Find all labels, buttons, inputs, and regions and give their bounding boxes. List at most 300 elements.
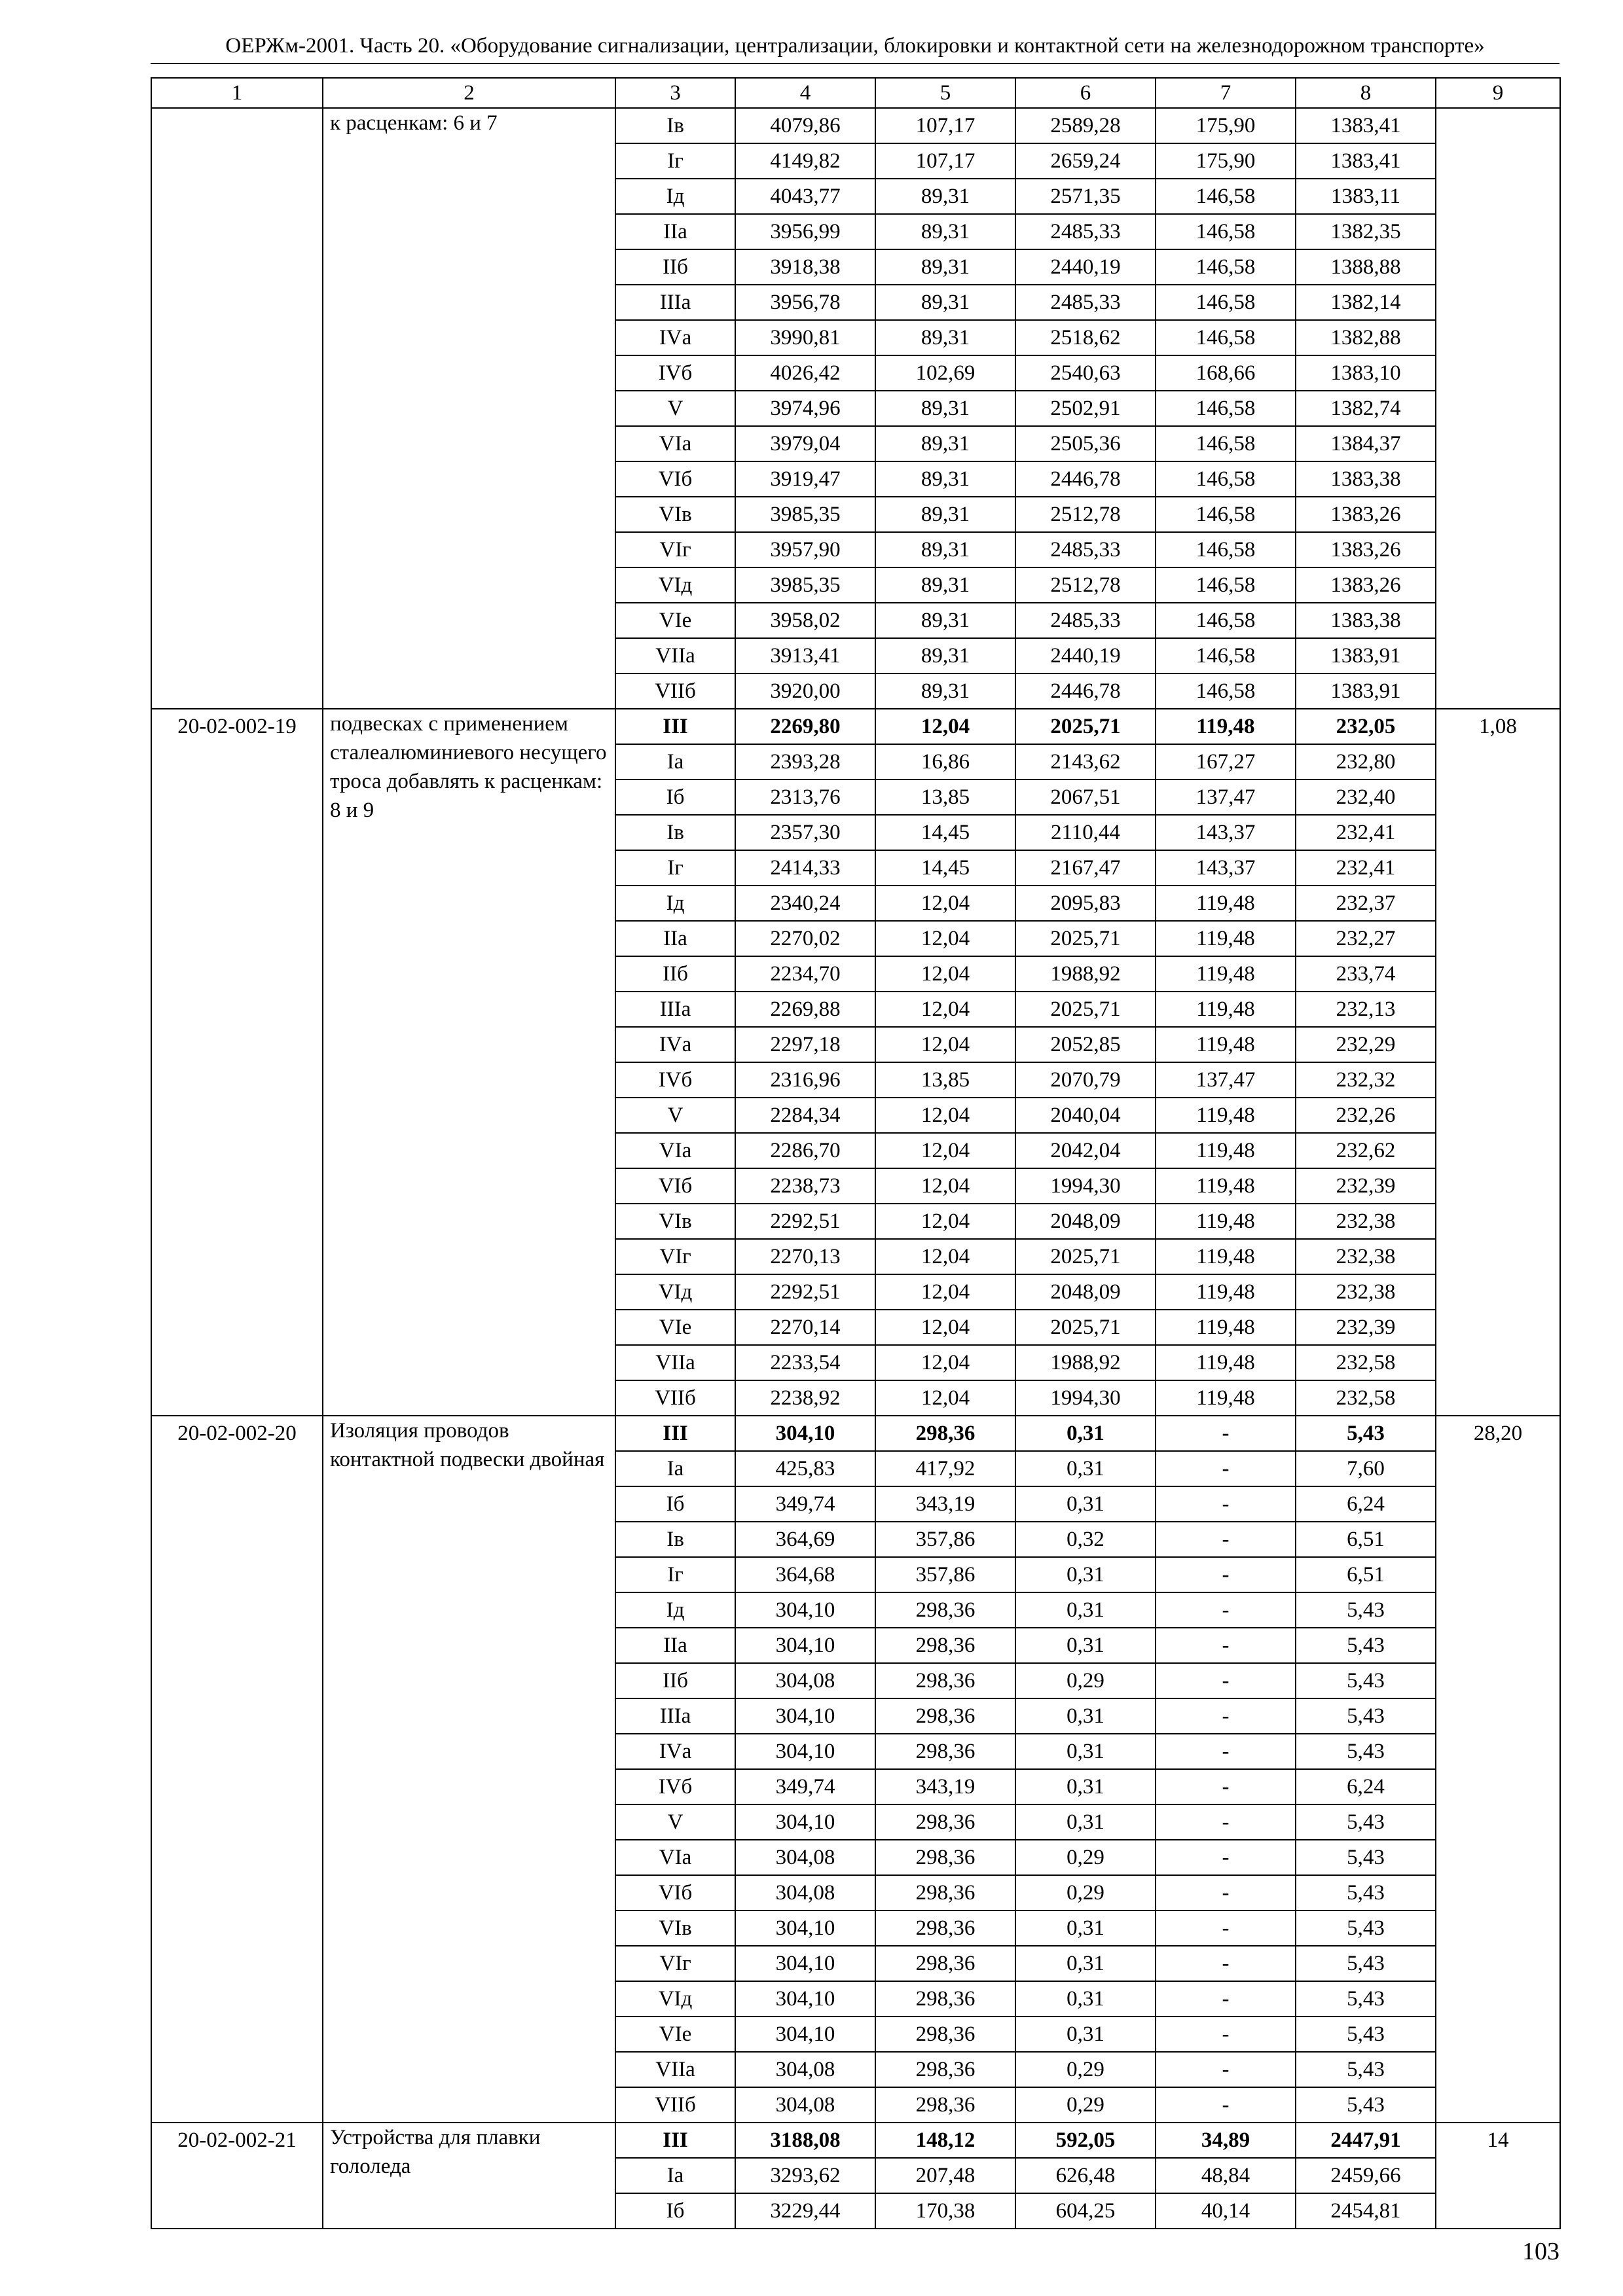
value-cell: 48,84	[1156, 2158, 1296, 2193]
value-cell: 107,17	[875, 143, 1015, 179]
value-cell: 304,10	[735, 1910, 875, 1946]
value-cell: 2025,71	[1015, 1310, 1156, 1345]
value-cell: 2025,71	[1015, 709, 1156, 744]
value-cell: 2485,33	[1015, 603, 1156, 638]
value-cell: 3985,35	[735, 497, 875, 532]
value-cell: 119,48	[1156, 1098, 1296, 1133]
value-cell: 146,58	[1156, 567, 1296, 603]
value-cell: 119,48	[1156, 921, 1296, 956]
zone-cell: VIа	[615, 1840, 735, 1875]
value-cell: 1384,37	[1296, 426, 1436, 461]
value-cell: 4079,86	[735, 108, 875, 143]
zone-cell: VIб	[615, 461, 735, 497]
value-cell: 5,43	[1296, 1663, 1436, 1698]
value-cell: 417,92	[875, 1451, 1015, 1486]
value-cell: 137,47	[1156, 1062, 1296, 1098]
value-cell: 119,48	[1156, 1274, 1296, 1310]
value-cell: 2040,04	[1015, 1098, 1156, 1133]
value-cell: 0,31	[1015, 1910, 1156, 1946]
zone-cell: Iд	[615, 886, 735, 921]
zone-cell: VIIб	[615, 2087, 735, 2123]
value-cell: 2485,33	[1015, 532, 1156, 567]
value-cell: 2505,36	[1015, 426, 1156, 461]
value-cell: 34,89	[1156, 2123, 1296, 2158]
value-cell: 232,13	[1296, 992, 1436, 1027]
value-cell: 2270,13	[735, 1239, 875, 1274]
value-cell: 146,58	[1156, 285, 1296, 320]
value-cell: 1994,30	[1015, 1168, 1156, 1204]
value-cell: 119,48	[1156, 1345, 1296, 1380]
value-cell: 5,43	[1296, 2087, 1436, 2123]
value-cell: 2659,24	[1015, 143, 1156, 179]
zone-cell: Iг	[615, 1557, 735, 1592]
value-cell: 304,10	[735, 1628, 875, 1663]
column-number-row	[151, 78, 1560, 108]
value-cell: 146,58	[1156, 320, 1296, 355]
value-cell: 5,43	[1296, 2052, 1436, 2087]
value-cell: -	[1156, 1522, 1296, 1557]
value-cell: 357,86	[875, 1557, 1015, 1592]
zone-cell: VIIа	[615, 2052, 735, 2087]
value-cell: -	[1156, 1910, 1296, 1946]
value-cell: 146,58	[1156, 638, 1296, 673]
value-cell: 175,90	[1156, 143, 1296, 179]
value-cell: 119,48	[1156, 1168, 1296, 1204]
zone-cell: VIа	[615, 1133, 735, 1168]
value-cell: 232,39	[1296, 1310, 1436, 1345]
value-cell: 1383,91	[1296, 638, 1436, 673]
value-cell: 3919,47	[735, 461, 875, 497]
value-cell: 232,27	[1296, 921, 1436, 956]
value-cell: 89,31	[875, 638, 1015, 673]
value-cell: 3956,99	[735, 214, 875, 249]
value-cell: 12,04	[875, 709, 1015, 744]
coefficient-cell: 1,08	[1436, 709, 1560, 1416]
value-cell: 0,31	[1015, 1804, 1156, 1840]
value-cell: 304,10	[735, 1804, 875, 1840]
zone-cell: IIб	[615, 1663, 735, 1698]
value-cell: 137,47	[1156, 780, 1296, 815]
value-cell: 2070,79	[1015, 1062, 1156, 1098]
zone-cell: IIIа	[615, 285, 735, 320]
zone-cell: IIб	[615, 249, 735, 285]
value-cell: 298,36	[875, 1698, 1015, 1734]
zone-cell: IVа	[615, 320, 735, 355]
value-cell: 119,48	[1156, 709, 1296, 744]
value-cell: 3985,35	[735, 567, 875, 603]
value-cell: 0,29	[1015, 2087, 1156, 2123]
value-cell: 146,58	[1156, 426, 1296, 461]
value-cell: 0,29	[1015, 1840, 1156, 1875]
value-cell: 232,41	[1296, 850, 1436, 886]
value-cell: 5,43	[1296, 1840, 1436, 1875]
value-cell: 304,08	[735, 2087, 875, 2123]
value-cell: 232,38	[1296, 1239, 1436, 1274]
value-cell: 1383,10	[1296, 355, 1436, 391]
value-cell: 2052,85	[1015, 1027, 1156, 1062]
value-cell: 232,58	[1296, 1345, 1436, 1380]
value-cell: 604,25	[1015, 2193, 1156, 2229]
value-cell: 119,48	[1156, 956, 1296, 992]
value-cell: 0,31	[1015, 1769, 1156, 1804]
value-cell: 2269,80	[735, 709, 875, 744]
column-header: 3	[615, 78, 735, 108]
zone-cell: V	[615, 391, 735, 426]
value-cell: 89,31	[875, 320, 1015, 355]
value-cell: 2340,24	[735, 886, 875, 921]
value-cell: 304,10	[735, 1734, 875, 1769]
value-cell: 232,05	[1296, 709, 1436, 744]
value-cell: -	[1156, 1804, 1296, 1840]
value-cell: 349,74	[735, 1769, 875, 1804]
value-cell: 1988,92	[1015, 956, 1156, 992]
value-cell: -	[1156, 1946, 1296, 1981]
value-cell: 0,31	[1015, 1416, 1156, 1451]
rate-code: 20-02-002-20	[151, 1416, 323, 2123]
zone-cell: Iд	[615, 1592, 735, 1628]
value-cell: 3293,62	[735, 2158, 875, 2193]
coefficient-cell	[1436, 108, 1560, 709]
value-cell: 1383,38	[1296, 461, 1436, 497]
zone-cell: IVа	[615, 1734, 735, 1769]
value-cell: 2589,28	[1015, 108, 1156, 143]
zone-cell: V	[615, 1804, 735, 1840]
value-cell: 3913,41	[735, 638, 875, 673]
zone-cell: VIг	[615, 532, 735, 567]
value-cell: 107,17	[875, 108, 1015, 143]
value-cell: 119,48	[1156, 1310, 1296, 1345]
value-cell: 0,31	[1015, 1592, 1156, 1628]
value-cell: 298,36	[875, 1875, 1015, 1910]
value-cell: 298,36	[875, 1981, 1015, 2017]
value-cell: 119,48	[1156, 992, 1296, 1027]
value-cell: 3958,02	[735, 603, 875, 638]
value-cell: 0,31	[1015, 1946, 1156, 1981]
value-cell: 232,26	[1296, 1098, 1436, 1133]
value-cell: 298,36	[875, 2017, 1015, 2052]
value-cell: -	[1156, 1451, 1296, 1486]
value-cell: 304,08	[735, 1875, 875, 1910]
value-cell: 6,24	[1296, 1769, 1436, 1804]
value-cell: 2238,92	[735, 1380, 875, 1416]
zone-cell: IVб	[615, 1769, 735, 1804]
value-cell: 146,58	[1156, 603, 1296, 638]
value-cell: 5,43	[1296, 1592, 1436, 1628]
value-cell: 232,39	[1296, 1168, 1436, 1204]
value-cell: 119,48	[1156, 1133, 1296, 1168]
value-cell: 2233,54	[735, 1345, 875, 1380]
value-cell: 298,36	[875, 1910, 1015, 1946]
value-cell: 2393,28	[735, 744, 875, 780]
zone-cell: Iа	[615, 744, 735, 780]
zone-cell: Iа	[615, 1451, 735, 1486]
value-cell: 2042,04	[1015, 1133, 1156, 1168]
zone-cell: IVа	[615, 1027, 735, 1062]
value-cell: 1383,26	[1296, 567, 1436, 603]
value-cell: 6,51	[1296, 1522, 1436, 1557]
value-cell: 2110,44	[1015, 815, 1156, 850]
value-cell: 89,31	[875, 426, 1015, 461]
value-cell: 349,74	[735, 1486, 875, 1522]
zone-cell: VIа	[615, 426, 735, 461]
zone-cell: Iа	[615, 2158, 735, 2193]
value-cell: -	[1156, 1981, 1296, 2017]
value-cell: 2540,63	[1015, 355, 1156, 391]
value-cell: 2502,91	[1015, 391, 1156, 426]
value-cell: 364,68	[735, 1557, 875, 1592]
value-cell: 2269,88	[735, 992, 875, 1027]
zone-cell: VIд	[615, 1981, 735, 2017]
zone-cell: VIг	[615, 1946, 735, 1981]
value-cell: 1383,41	[1296, 108, 1436, 143]
zone-cell: IIа	[615, 1628, 735, 1663]
value-cell: 0,29	[1015, 2052, 1156, 2087]
value-cell: 170,38	[875, 2193, 1015, 2229]
value-cell: 232,38	[1296, 1274, 1436, 1310]
value-cell: 2292,51	[735, 1274, 875, 1310]
value-cell: 2234,70	[735, 956, 875, 992]
value-cell: 364,69	[735, 1522, 875, 1557]
value-cell: 6,24	[1296, 1486, 1436, 1522]
value-cell: 298,36	[875, 1734, 1015, 1769]
value-cell: 89,31	[875, 497, 1015, 532]
value-cell: 3188,08	[735, 2123, 875, 2158]
value-cell: 2095,83	[1015, 886, 1156, 921]
value-cell: 102,69	[875, 355, 1015, 391]
value-cell: 146,58	[1156, 497, 1296, 532]
zone-cell: VIе	[615, 1310, 735, 1345]
value-cell: 6,51	[1296, 1557, 1436, 1592]
coefficient-cell: 28,20	[1436, 1416, 1560, 2123]
zone-cell: Iб	[615, 780, 735, 815]
value-cell: 2440,19	[1015, 249, 1156, 285]
table-row	[151, 1416, 1560, 1451]
table-row	[151, 108, 1560, 143]
value-cell: 2167,47	[1015, 850, 1156, 886]
value-cell: 89,31	[875, 603, 1015, 638]
value-cell: 4149,82	[735, 143, 875, 179]
value-cell: 2067,51	[1015, 780, 1156, 815]
value-cell: 2459,66	[1296, 2158, 1436, 2193]
value-cell: 5,43	[1296, 1946, 1436, 1981]
zone-cell: IIIа	[615, 992, 735, 1027]
zone-cell: VIIа	[615, 1345, 735, 1380]
value-cell: 304,08	[735, 2052, 875, 2087]
value-cell: 298,36	[875, 1663, 1015, 1698]
value-cell: 146,58	[1156, 532, 1296, 567]
value-cell: 1388,88	[1296, 249, 1436, 285]
value-cell: 0,31	[1015, 1451, 1156, 1486]
value-cell: 2414,33	[735, 850, 875, 886]
zone-cell: VIе	[615, 2017, 735, 2052]
zone-cell: VIIа	[615, 638, 735, 673]
value-cell: 232,58	[1296, 1380, 1436, 1416]
value-cell: 304,10	[735, 1416, 875, 1451]
value-cell: 12,04	[875, 1168, 1015, 1204]
value-cell: 0,31	[1015, 2017, 1156, 2052]
column-header: 4	[735, 78, 875, 108]
rate-description: к расценкам: 6 и 7	[323, 108, 615, 709]
column-header: 2	[323, 78, 615, 108]
zone-cell: Iб	[615, 1486, 735, 1522]
zone-cell: VIд	[615, 567, 735, 603]
value-cell: 89,31	[875, 391, 1015, 426]
value-cell: 298,36	[875, 1592, 1015, 1628]
value-cell: 119,48	[1156, 1239, 1296, 1274]
running-header: ОЕРЖм-2001. Часть 20. «Оборудование сигнализации, централизации, блокировки и контактной сети на железнодорожном транспорте»	[151, 33, 1559, 64]
value-cell: 2512,78	[1015, 497, 1156, 532]
value-cell: 2316,96	[735, 1062, 875, 1098]
value-cell: 5,43	[1296, 1416, 1436, 1451]
coefficient-cell: 14	[1436, 2123, 1560, 2229]
value-cell: 5,43	[1296, 1804, 1436, 1840]
zone-cell: Iв	[615, 1522, 735, 1557]
rate-description: Устройства для плавки гололеда	[323, 2123, 615, 2229]
value-cell: 0,29	[1015, 1663, 1156, 1698]
zone-cell: VIг	[615, 1239, 735, 1274]
value-cell: 2454,81	[1296, 2193, 1436, 2229]
value-cell: 12,04	[875, 1274, 1015, 1310]
value-cell: 1382,14	[1296, 285, 1436, 320]
rate-description: подвесках с применением сталеалюминиевого несущего троса добавлять к расценкам: 8 и 9	[323, 709, 615, 1416]
value-cell: 0,32	[1015, 1522, 1156, 1557]
zone-cell: V	[615, 1098, 735, 1133]
value-cell: 5,43	[1296, 1910, 1436, 1946]
zone-cell: IVб	[615, 355, 735, 391]
value-cell: 0,31	[1015, 1628, 1156, 1663]
value-cell: 2446,78	[1015, 461, 1156, 497]
value-cell: 2571,35	[1015, 179, 1156, 214]
value-cell: 2357,30	[735, 815, 875, 850]
value-cell: 119,48	[1156, 1027, 1296, 1062]
value-cell: 168,66	[1156, 355, 1296, 391]
value-cell: -	[1156, 2017, 1296, 2052]
value-cell: 0,31	[1015, 1734, 1156, 1769]
value-cell: 1382,74	[1296, 391, 1436, 426]
value-cell: 143,37	[1156, 815, 1296, 850]
value-cell: 2270,14	[735, 1310, 875, 1345]
value-cell: 304,10	[735, 1592, 875, 1628]
value-cell: 2297,18	[735, 1027, 875, 1062]
value-cell: 3956,78	[735, 285, 875, 320]
value-cell: 298,36	[875, 1946, 1015, 1981]
value-cell: 304,10	[735, 1946, 875, 1981]
value-cell: 5,43	[1296, 1628, 1436, 1663]
value-cell: -	[1156, 1734, 1296, 1769]
value-cell: 1994,30	[1015, 1380, 1156, 1416]
value-cell: 3974,96	[735, 391, 875, 426]
value-cell: 89,31	[875, 249, 1015, 285]
value-cell: 146,58	[1156, 179, 1296, 214]
value-cell: 5,43	[1296, 1698, 1436, 1734]
value-cell: 175,90	[1156, 108, 1296, 143]
value-cell: 13,85	[875, 780, 1015, 815]
value-cell: 232,80	[1296, 744, 1436, 780]
value-cell: 5,43	[1296, 1734, 1436, 1769]
value-cell: -	[1156, 1663, 1296, 1698]
value-cell: 89,31	[875, 567, 1015, 603]
value-cell: 343,19	[875, 1769, 1015, 1804]
column-header: 7	[1156, 78, 1296, 108]
rate-code	[151, 108, 323, 709]
value-cell: -	[1156, 1592, 1296, 1628]
value-cell: -	[1156, 1628, 1296, 1663]
value-cell: 2238,73	[735, 1168, 875, 1204]
value-cell: 2284,34	[735, 1098, 875, 1133]
value-cell: 119,48	[1156, 1380, 1296, 1416]
value-cell: 0,31	[1015, 1486, 1156, 1522]
value-cell: -	[1156, 1875, 1296, 1910]
column-header: 5	[875, 78, 1015, 108]
value-cell: 89,31	[875, 532, 1015, 567]
column-header: 9	[1436, 78, 1560, 108]
value-cell: 1988,92	[1015, 1345, 1156, 1380]
zone-cell: IVб	[615, 1062, 735, 1098]
value-cell: 3918,38	[735, 249, 875, 285]
table-row	[151, 709, 1560, 744]
value-cell: 89,31	[875, 461, 1015, 497]
zone-cell: VIб	[615, 1168, 735, 1204]
zone-cell: Iд	[615, 179, 735, 214]
value-cell: 2143,62	[1015, 744, 1156, 780]
value-cell: 12,04	[875, 921, 1015, 956]
value-cell: 89,31	[875, 673, 1015, 709]
value-cell: 13,85	[875, 1062, 1015, 1098]
value-cell: 2485,33	[1015, 214, 1156, 249]
value-cell: 232,41	[1296, 815, 1436, 850]
value-cell: 12,04	[875, 1204, 1015, 1239]
value-cell: 2048,09	[1015, 1274, 1156, 1310]
value-cell: 3229,44	[735, 2193, 875, 2229]
value-cell: 1383,26	[1296, 497, 1436, 532]
value-cell: 1383,91	[1296, 673, 1436, 709]
value-cell: 1383,41	[1296, 143, 1436, 179]
value-cell: 2025,71	[1015, 921, 1156, 956]
zone-cell: VIв	[615, 1204, 735, 1239]
value-cell: 3957,90	[735, 532, 875, 567]
value-cell: 12,04	[875, 1133, 1015, 1168]
column-header: 6	[1015, 78, 1156, 108]
value-cell: 1382,88	[1296, 320, 1436, 355]
value-cell: 357,86	[875, 1522, 1015, 1557]
value-cell: 298,36	[875, 1840, 1015, 1875]
value-cell: -	[1156, 2052, 1296, 2087]
value-cell: -	[1156, 1486, 1296, 1522]
value-cell: 12,04	[875, 992, 1015, 1027]
value-cell: 146,58	[1156, 461, 1296, 497]
value-cell: 12,04	[875, 1310, 1015, 1345]
zone-cell: VIб	[615, 1875, 735, 1910]
value-cell: 40,14	[1156, 2193, 1296, 2229]
value-cell: 0,29	[1015, 1875, 1156, 1910]
rate-code: 20-02-002-19	[151, 709, 323, 1416]
value-cell: 12,04	[875, 1239, 1015, 1274]
value-cell: 143,37	[1156, 850, 1296, 886]
value-cell: 304,10	[735, 2017, 875, 2052]
value-cell: 167,27	[1156, 744, 1296, 780]
value-cell: 119,48	[1156, 1204, 1296, 1239]
value-cell: 5,43	[1296, 1981, 1436, 2017]
value-cell: 298,36	[875, 2052, 1015, 2087]
value-cell: 232,37	[1296, 886, 1436, 921]
value-cell: 12,04	[875, 1027, 1015, 1062]
value-cell: -	[1156, 2087, 1296, 2123]
zone-cell: VIв	[615, 1910, 735, 1946]
value-cell: 2512,78	[1015, 567, 1156, 603]
value-cell: 626,48	[1015, 2158, 1156, 2193]
value-cell: -	[1156, 1416, 1296, 1451]
zone-cell: III	[615, 709, 735, 744]
